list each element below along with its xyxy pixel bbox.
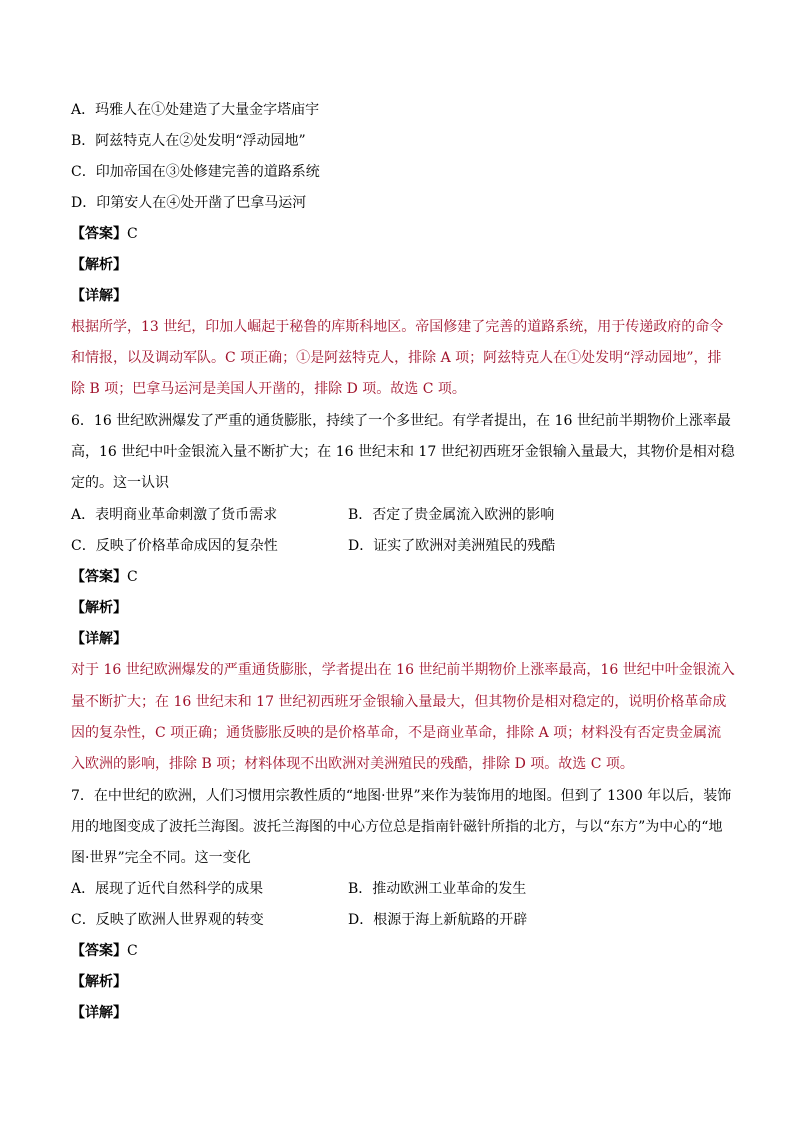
q5-explanation-line: 和情报，以及调动军队。C 项正确；①是阿兹特克人，排除 A 项；阿兹特克人在①处发明“浮动园地”，排	[71, 350, 722, 366]
answer-tag: 【答案】	[71, 943, 127, 959]
q5-option-b: B．阿兹特克人在②处发明“浮动园地”	[71, 133, 306, 149]
q5-explanation-line: 除 B 项；巴拿马运河是美国人开凿的，排除 D 项。故选 C 项。	[71, 381, 466, 397]
q5-explanation-line: 根据所学，13 世纪，印加人崛起于秘鲁的库斯科地区。帝国修建了完善的道路系统，用于传递政府的命令	[71, 319, 724, 335]
answer-tag: 【答案】	[71, 226, 127, 242]
q6-answer	[71, 567, 138, 587]
answer-value: C	[127, 569, 138, 585]
q7-option-c: C．反映了欧洲人世界观的转变	[71, 912, 264, 928]
q5-option-c: C．印加帝国在③处修建完善的道路系统	[71, 164, 320, 180]
q6-stem-line: 定的。这一认识	[71, 475, 169, 491]
q6-explanation-line: 因的复杂性，C 项正确；通货膨胀反映的是价格革命，不是商业革命，排除 A 项；材料没有否定贵金属流	[71, 725, 722, 741]
answer-value: C	[127, 226, 138, 242]
q6-option-c: C．反映了价格革命成因的复杂性	[71, 538, 278, 554]
q6-option-d: D．证实了欧洲对美洲殖民的残酷	[348, 538, 556, 554]
q7-detail-tag: 【详解】	[71, 1005, 127, 1021]
q6-stem-line: 高，16 世纪中叶金银流入量不断扩大；在 16 世纪末和 17 世纪初西班牙金银输入量最大，其物价是相对稳	[71, 444, 735, 460]
q7-stem-line: 用的地图变成了波托兰海图。波托兰海图的中心方位总是指南针磁针所指的北方，与以“东方”为中心的“地	[71, 819, 723, 835]
q7-stem-line: 图·世界”完全不同。这一变化	[71, 850, 251, 866]
q5-option-d: D．印第安人在④处开凿了巴拿马运河	[71, 195, 307, 211]
q7-option-d: D．根源于海上新航路的开辟	[348, 912, 528, 928]
answer-value: C	[127, 943, 138, 959]
q7-option-b: B．推动欧洲工业革命的发生	[348, 881, 527, 897]
q6-option-b: B．否定了贵金属流入欧洲的影响	[348, 507, 555, 523]
q6-option-a: A．表明商业革命刺激了货币需求	[71, 507, 278, 523]
q6-explanation-line: 量不断扩大；在 16 世纪末和 17 世纪初西班牙金银输入量最大，但其物价是相对稳定的，说明价格革命成	[71, 694, 727, 710]
q7-option-a: A．展现了近代自然科学的成果	[71, 881, 264, 897]
answer-tag: 【答案】	[71, 569, 127, 585]
q7-analysis-tag: 【解析】	[71, 974, 127, 990]
q6-detail-tag: 【详解】	[71, 631, 127, 647]
q5-option-a: A．玛雅人在①处建造了大量金字塔庙宇	[71, 102, 320, 118]
q6-analysis-tag: 【解析】	[71, 600, 127, 616]
q7-stem-line: 7．在中世纪的欧洲，人们习惯用宗教性质的“地图·世界”来作为装饰用的地图。但到了 1300 年以后，装饰	[71, 788, 732, 804]
q6-stem-line: 6．16 世纪欧洲爆发了严重的通货膨胀，持续了一个多世纪。有学者提出，在 16 世纪前半期物价上涨率最	[71, 413, 731, 429]
q6-explanation-line: 对于 16 世纪欧洲爆发的严重通货膨胀，学者提出在 16 世纪前半期物价上涨率最高，16 世纪中叶金银流入	[71, 662, 735, 678]
q5-analysis-tag: 【解析】	[71, 257, 127, 273]
q6-explanation-line: 入欧洲的影响，排除 B 项；材料体现不出欧洲对美洲殖民的残酷，排除 D 项。故选 C 项。	[71, 756, 634, 772]
q5-detail-tag: 【详解】	[71, 288, 127, 304]
q7-answer	[71, 941, 138, 961]
q5-answer	[71, 224, 138, 244]
